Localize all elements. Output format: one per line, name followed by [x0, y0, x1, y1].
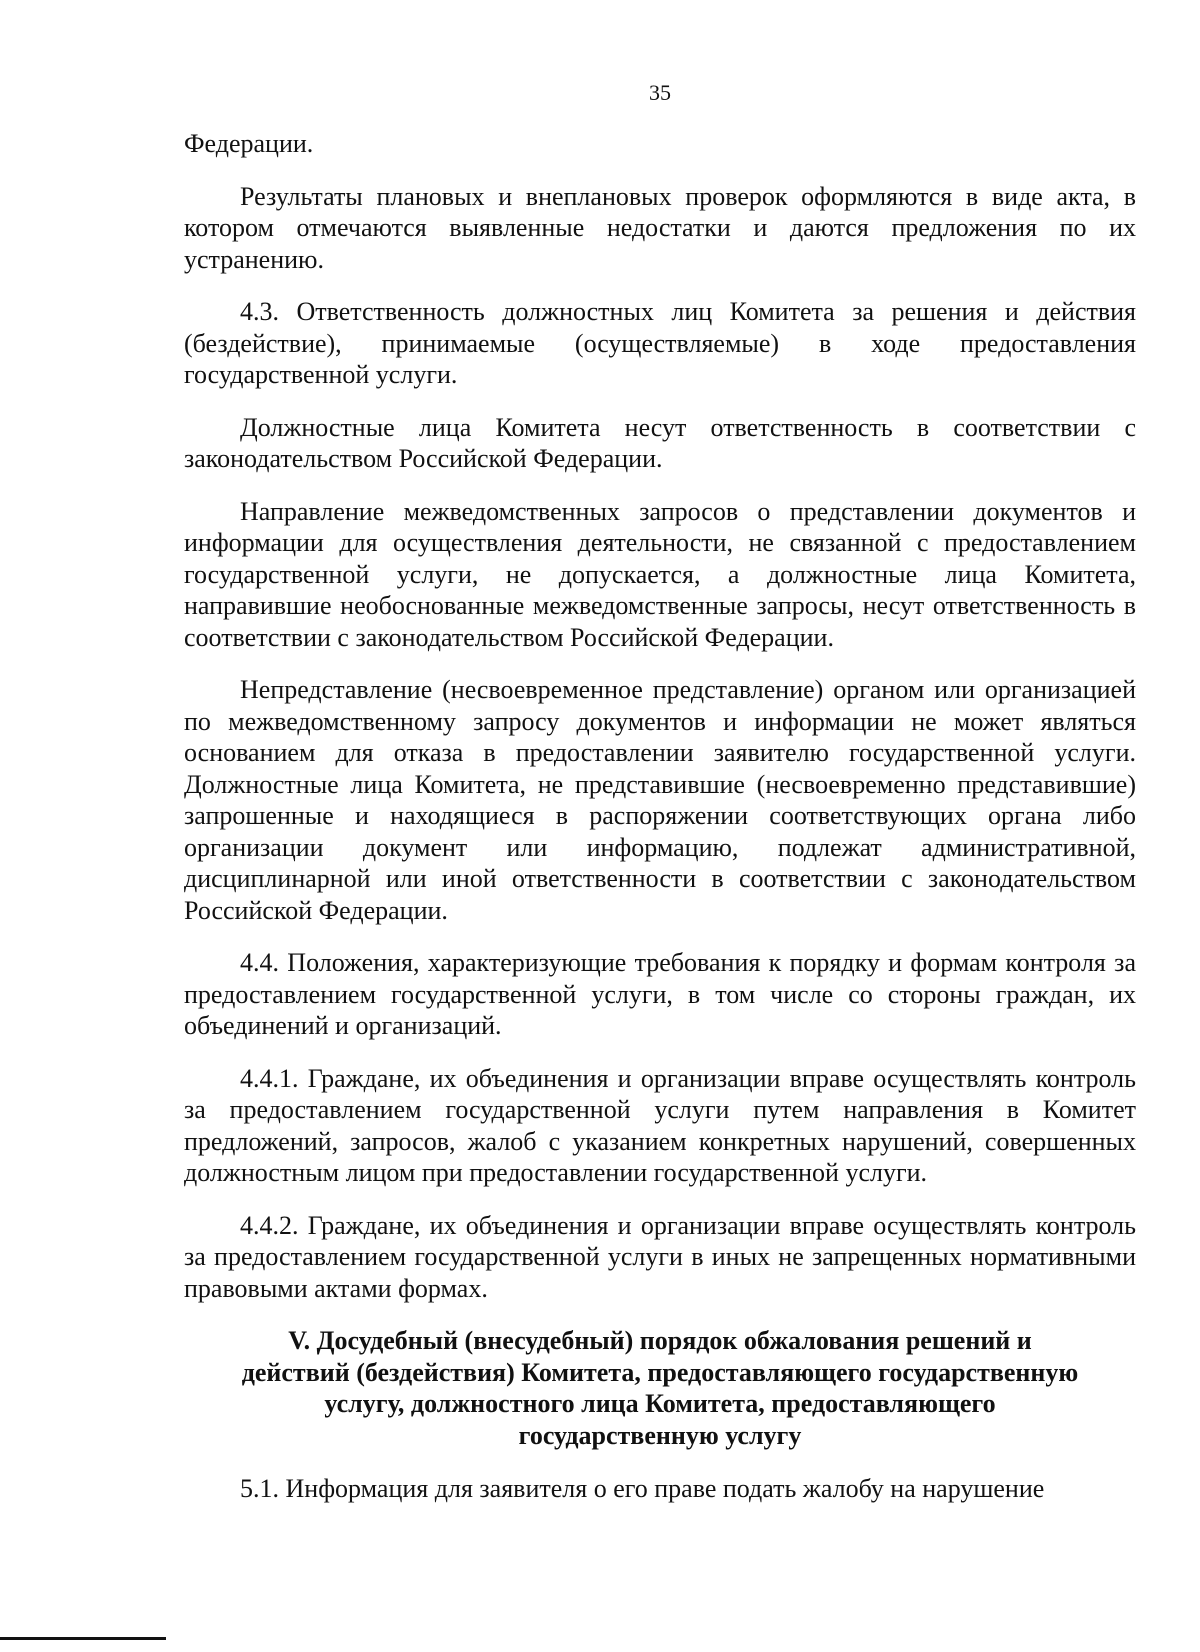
footer-rule: [0, 1637, 166, 1640]
paragraph-interagency-requests: Направление межведомственных запросов о представлении документов и информации для осуществления деятельности, не связанной с предоставлением государственной услуги, не допускается, а должностные лица Комитета, направившие необоснованные межведомственные запросы, несут ответственность в соответствии с законодательством Российской Федерации.: [184, 496, 1136, 652]
paragraph-inspection-results: Результаты плановых и внеплановых проверок оформляются в виде акта, в котором отмечаются выявленные недостатки и даются предложения по их устранению.: [184, 181, 1136, 274]
section-heading: V. Досудебный (внесудебный) порядок обжалования решений и действий (бездействия) Комитета, предоставляющего государственную услугу, должностного лица Комитета, предоставляющего государственную услугу: [241, 1326, 1079, 1450]
paragraph-4-4-1: 4.4.1. Граждане, их объединения и организации вправе осуществлять контроль за предоставлением государственной услуги путем направления в Комитет предложений, запросов, жалоб с указанием конкретных нарушений, совершенных должностным лицом при предоставлении государственной услуги.: [184, 1063, 1136, 1187]
page-number: 35: [649, 80, 671, 105]
paragraph-4-3: 4.3. Ответственность должностных лиц Комитета за решения и действия (бездействие), принимаемые (осуществляемые) в ходе предоставления государственной услуги.: [184, 297, 1136, 389]
paragraph-5-1: 5.1. Информация для заявителя о его праве подать жалобу на нарушение: [240, 1474, 1045, 1503]
document-body: [184, 128, 1136, 1526]
paragraph-4-4-2: 4.4.2. Граждане, их объединения и организации вправе осуществлять контроль за предоставлением государственной услуги в иных не запрещенных нормативными правовыми актами формах.: [184, 1210, 1136, 1303]
paragraph-officials-responsibility: Должностные лица Комитета несут ответственность в соответствии с законодательством Российской Федерации.: [184, 412, 1136, 473]
paragraph-continuation: Федерации.: [184, 129, 314, 158]
paragraph-non-submission: Непредставление (несвоевременное представление) органом или организацией по межведомственному запросу документов и информации не может являться основанием для отказа в предоставлении заявителю государственной услуги. Должностные лица Комитета, не представившие (несвоевременно представившие) запрошенные и находящиеся в распоряжении соответствующих органа либо организации документ или информацию, подлежат административной, дисциплинарной или иной ответственности в соответствии с законодательством Российской Федерации.: [184, 675, 1136, 925]
paragraph-4-4: 4.4. Положения, характеризующие требования к порядку и формам контроля за предоставлением государственной услуги, в том числе со стороны граждан, их объединений и организаций.: [184, 948, 1136, 1040]
